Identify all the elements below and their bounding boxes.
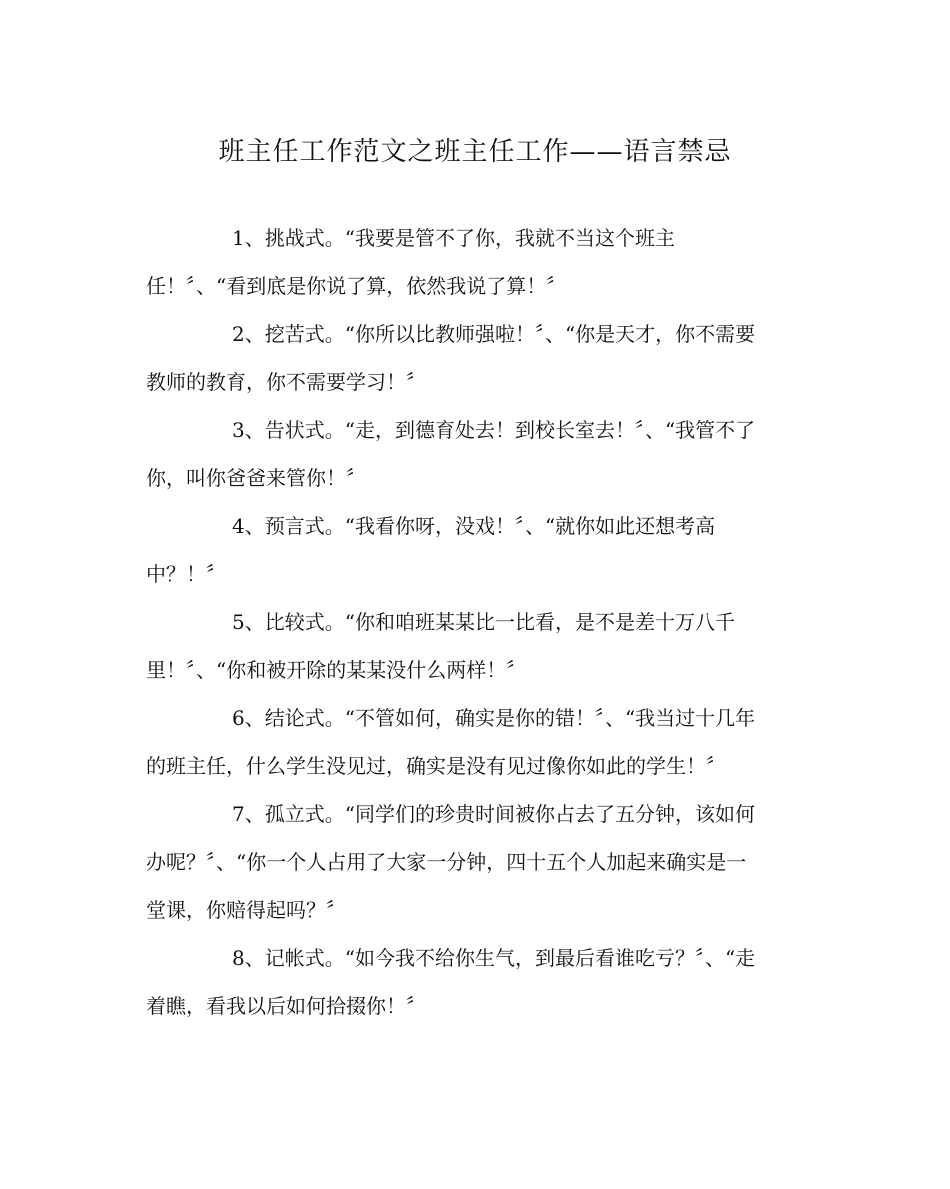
paragraph-3-line-1: 3、告状式。“走，到德育处去！到校长室去！〞、“我管不了 bbox=[232, 418, 756, 442]
paragraph-2-line-1: 2、挖苦式。“你所以比教师强啦！〞、“你是天才，你不需要 bbox=[232, 322, 756, 346]
paragraph-7-line-2: 办呢？〞、“你一个人占用了大家一分钟，四十五个人加起来确实是一 bbox=[146, 850, 747, 874]
paragraph-5-line-1: 5、比较式。“你和咱班某某比一比看，是不是差十万八千 bbox=[232, 610, 735, 634]
paragraph-8-line-1: 8、记帐式。“如今我不给你生气，到最后看谁吃亏？〞、“走 bbox=[232, 946, 756, 970]
paragraph-4-line-1: 4、预言式。“我看你呀，没戏！〞、“就你如此还想考高 bbox=[232, 514, 716, 538]
paragraph-8-line-2: 着瞧，看我以后如何拾掇你！〞 bbox=[146, 994, 426, 1018]
paragraph-1-line-1: 1、挑战式。“我要是管不了你，我就不当这个班主 bbox=[232, 226, 675, 250]
paragraph-7-line-1: 7、孤立式。“同学们的珍贵时间被你占去了五分钟，该如何 bbox=[232, 802, 755, 826]
paragraph-1-line-2: 任！〞、“看到底是你说了算，依然我说了算！〞 bbox=[146, 274, 567, 298]
document-title: 班主任工作范文之班主任工作——语言禁忌 bbox=[218, 137, 732, 167]
paragraph-7-line-3: 堂课，你赔得起吗？〞 bbox=[146, 898, 346, 922]
paragraph-6-line-1: 6、结论式。“不管如何，确实是你的错！〞、“我当过十几年 bbox=[232, 706, 756, 730]
paragraph-5-line-2: 里！〞、“你和被开除的某某没什么两样！〞 bbox=[146, 658, 527, 682]
paragraph-3-line-2: 你，叫你爸爸来管你！〞 bbox=[146, 466, 366, 490]
paragraph-6-line-2: 的班主任，什么学生没见过，确实是没有见过像你如此的学生！〞 bbox=[146, 754, 726, 778]
paragraph-2-line-2: 教师的教育，你不需要学习！〞 bbox=[146, 370, 426, 394]
paragraph-4-line-2: 中？！〞 bbox=[146, 562, 226, 586]
